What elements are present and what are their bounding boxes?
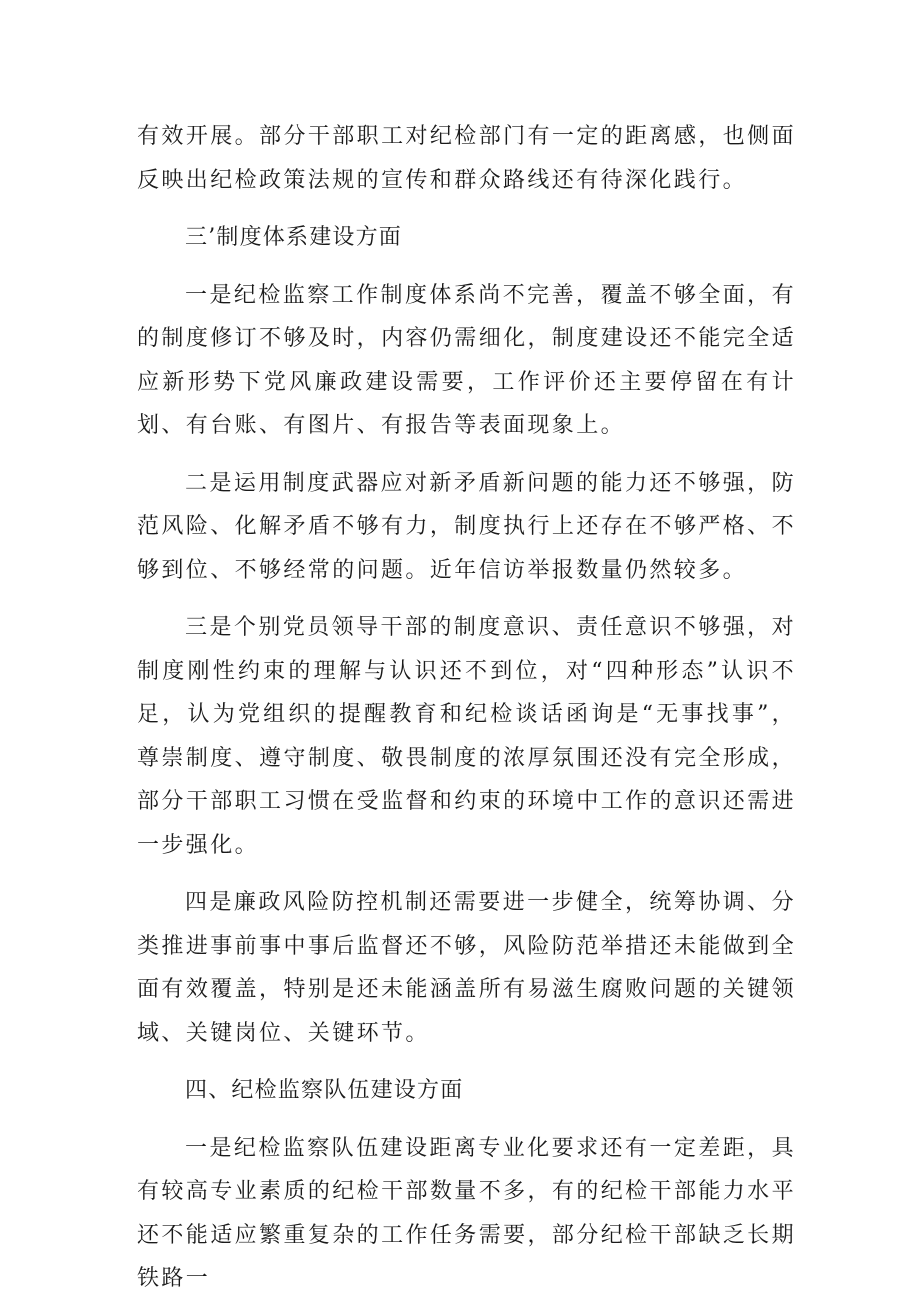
section-4-heading: 四、纪检监察队伍建设方面 — [185, 1078, 464, 1103]
section-3-item-2: 二是运用制度武器应对新矛盾新问题的能力还不够强，防范风险、化解矛盾不够有力，制度执行上还存在不够严格、不够到位、不够经常的问题。近年信访举报数量仍然较多。 — [137, 470, 796, 583]
section-3-item-1: 一是纪检监察工作制度体系尚不完善，覆盖不够全面，有的制度修订不够及时，内容仍需细化，制度建设还不能完全适应新形势下党风廉政建设需要，工作评价还主要停留在有计划、有台账、有图片、有报告等表面现象上。 — [137, 282, 796, 438]
section-3-heading: 三’制度体系建设方面 — [185, 225, 402, 250]
section-3-item-4: 四是廉政风险防控机制还需要进一步健全，统筹协调、分类推进事前事中事后监督还不够，风险防范举措还未能做到全面有效覆盖，特别是还未能涵盖所有易滋生腐败问题的关键领域、关键岗位、关键环节。 — [137, 890, 796, 1046]
section-3-item-3: 三是个别党员领导干部的制度意识、责任意识不够强，对制度刚性约束的理解与认识还不到位，对“四种形态”认识不足，认为党组织的提醒教育和纪检谈话函询是“无事找事”，尊崇制度、遵守制度、敬畏制度的浓厚氛围还没有完全形成，部分干部职工习惯在受监督和约束的环境中工作的意识还需进一步强化。 — [137, 615, 796, 858]
section-4-item-1: 一是纪检监察队伍建设距离专业化要求还有一定差距，具有较高专业素质的纪检干部数量不多，有的纪检干部能力水平还不能适应繁重复杂的工作任务需要，部分纪检干部缺乏长期铁路一 — [137, 1135, 796, 1291]
continuation-paragraph: 有效开展。部分干部职工对纪检部门有一定的距离感，也侧面反映出纪检政策法规的宣传和群众路线还有待深化践行。 — [137, 124, 796, 193]
